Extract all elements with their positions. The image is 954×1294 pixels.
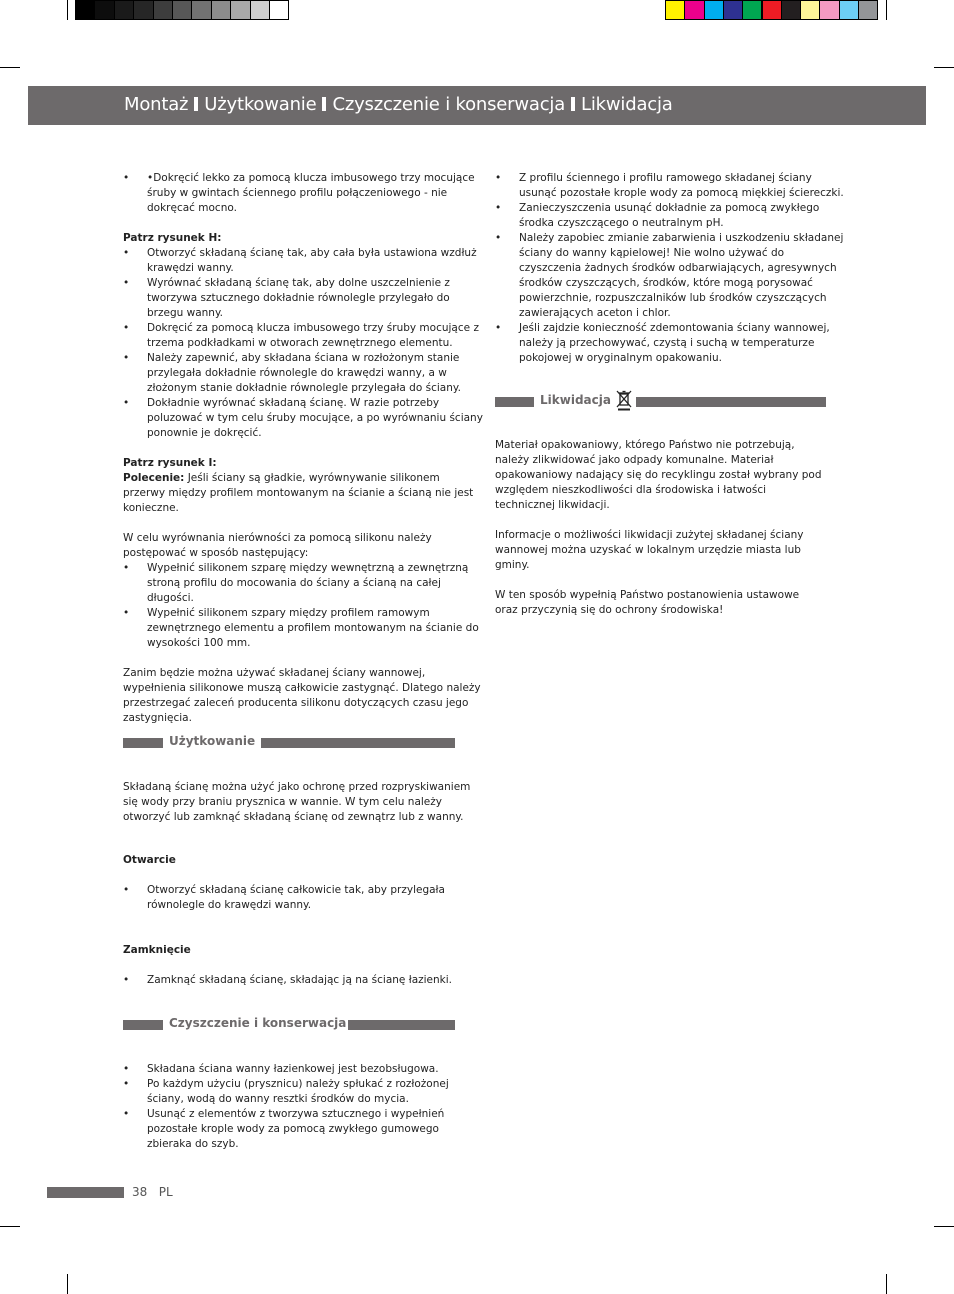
footer-bar (47, 1187, 124, 1198)
calibration-swatch (230, 0, 250, 20)
heading-label: Likwidacja (540, 393, 611, 407)
note-paragraph (123, 471, 483, 516)
closing-section (123, 943, 483, 988)
calibration-swatch (723, 0, 743, 20)
heading-label: Użytkowanie (169, 734, 256, 748)
heading-bar (123, 1020, 163, 1030)
calibration-swatch (781, 0, 801, 20)
paragraph: W celu wyrównania nierówności za pomocą silikonu należy postępować w sposób następujący: (123, 532, 432, 559)
calibration-swatch (858, 0, 878, 20)
heading-bar (495, 397, 534, 407)
calibration-swatch (819, 0, 839, 20)
disposal-section (495, 438, 825, 618)
title-part-uzytkowanie: Użytkowanie (204, 94, 317, 115)
crop-mark (0, 1226, 20, 1227)
subheading-figure-i: Patrz rysunek I: (123, 457, 217, 469)
crop-mark (67, 1274, 68, 1294)
list-item: • Wyrównać składaną ścianę tak, aby dolne uszczelnienie z tworzywa sztucznego dokładnie równolegle przylegało do brzegu wanny. (123, 276, 483, 321)
calibration-swatch (211, 0, 231, 20)
paragraph: Materiał opakowaniowy, którego Państwo nie potrzebują, należy zlikwidować jako odpady komunalne. Materiał opakowaniowy nadający się do recyklingu został wybrany pod względem nieszkodliwości dla środowiska i łatwości technicznej likwidacji. (495, 439, 822, 511)
calibration-swatch (250, 0, 270, 20)
list-item: • Jeśli zajdzie konieczność zdemontowania ściany wannowej, należy ją przechowywać, czystą i suchą w temperaturze pokojowej w oryginalnym opakowaniu. (495, 321, 847, 366)
paragraph: Informacje o możliwości likwidacji zużytej składanej ściany wannowej można uzyskać w lokalnym urzędzie miasta lub gminy. (495, 529, 804, 571)
opening-section (123, 853, 483, 913)
calibration-swatch (762, 0, 782, 20)
list-item: • Wypełnić silikonem szparę między wewnętrzną a zewnętrzną stroną profilu do mocowania do ściany a ścianą na całej długości. (123, 561, 483, 606)
subheading-opening: Otwarcie (123, 854, 176, 866)
heading-bar (123, 738, 163, 748)
crop-mark (934, 1226, 954, 1227)
paragraph: Zanim będzie można używać składanej ściany wannowej, wypełnienia silikonowe muszą całkowicie zastygnąć. Dlatego należy przestrzegać zaleceń producenta silikonu dotyczących czasu jego zastygnięcia. (123, 667, 481, 724)
section-heading-czyszczenie (123, 1018, 455, 1031)
heading-bar (348, 1020, 455, 1030)
calibration-swatch (75, 0, 95, 20)
crop-mark (0, 67, 20, 68)
crop-mark (886, 0, 887, 20)
list-item: • Usunąć z elementów z tworzywa sztucznego i wypełnień pozostałe krople wody za pomocą zwykłego gumowego zbieraka do szyb. (123, 1107, 483, 1152)
calibration-swatch (269, 0, 289, 20)
crop-mark (67, 0, 68, 20)
subheading-closing: Zamknięcie (123, 944, 191, 956)
calibration-swatch (172, 0, 192, 20)
calibration-swatch (94, 0, 114, 20)
list-item: • Składana ściana wanny łazienkowej jest bezobsługowa. (123, 1062, 483, 1077)
usage-section (123, 780, 483, 825)
page-number-value: 38 (132, 1185, 148, 1199)
list-item: • Zanieczyszczenia usunąć dokładnie za pomocą zwykłego środka czyszczącego o neutralnym pH. (495, 201, 847, 231)
calibration-swatch (742, 0, 762, 20)
calibration-swatch (684, 0, 704, 20)
list-item: • Dokładnie wyrównać składaną ścianę. W razie potrzeby poluzować w tym celu śruby mocujące, a po wyrównaniu ściany ponownie je dokręcić. (123, 396, 483, 441)
list-item: • Otworzyć składaną ścianę tak, aby cała była ustawiona wzdłuż krawędzi wanny. (123, 246, 483, 276)
list-item: • Otworzyć składaną ścianę całkowicie tak, aby przylegała równolegle do krawędzi wanny. (123, 883, 483, 913)
page-title (124, 94, 673, 115)
subheading-figure-h: Patrz rysunek H: (123, 232, 222, 244)
heading-label: Czyszczenie i konserwacja (169, 1016, 347, 1030)
language-code: PL (158, 1185, 173, 1199)
crossed-bin-icon (616, 389, 632, 411)
calibration-swatch (665, 0, 685, 20)
note-label: Polecenie: (123, 472, 185, 484)
section-header-bar (28, 86, 926, 125)
section-heading-likwidacja (495, 395, 826, 408)
list-item: • Po każdym użyciu (prysznicu) należy spłukać z rozłożonej ściany, wodą do wanny resztki środków do mycia. (123, 1077, 483, 1107)
page-number (132, 1185, 173, 1199)
section-heading-uzytkowanie (123, 736, 455, 749)
list-item: • Należy zapobiec zmianie zabarwienia i uszkodzeniu składanej ściany do wanny kąpielowej! Nie wolno używać do czyszczenia żadnych środków odbarwiających, agresywnych środków czyszczących, środków, które mogą porysować powierzchnie, rozpuszczalników lub środków czyszczących zawierających aceton i chlor. (495, 231, 847, 321)
calibration-swatch (153, 0, 173, 20)
note-text: Jeśli ściany są gładkie, wyrównywanie silikonem przerwy między profilem montowanym na ścianie a ścianą nie jest konieczne. (123, 472, 474, 514)
title-part-likwidacja: Likwidacja (581, 94, 673, 115)
calibration-swatch (704, 0, 724, 20)
list-item: • Dokręcić za pomocą klucza imbusowego trzy śruby mocujące z trzema podkładkami w otworach zewnętrznego elementu. (123, 321, 483, 351)
list-item: • •Dokręcić lekko za pomocą klucza imbusowego trzy mocujące śruby w gwintach ściennego profilu połączeniowego - nie dokręcać mocno. (123, 171, 483, 216)
title-separator (194, 97, 198, 111)
left-column (123, 171, 483, 726)
paragraph: W ten sposób wypełnią Państwo postanowienia ustawowe oraz przyczynią się do ochrony środowiska! (495, 589, 800, 616)
cleaning-section-right (495, 171, 847, 366)
list-item: • Zamknąć składaną ścianę, składając ją na ścianę łazienki. (123, 973, 483, 988)
calibration-swatch (191, 0, 211, 20)
list-item: • Wypełnić silikonem szpary między profilem ramowym zewnętrznego elementu a profilem montowanym na ścianie do wysokości 100 mm. (123, 606, 483, 651)
calibration-swatch (800, 0, 820, 20)
calibration-swatch (839, 0, 859, 20)
crop-mark (886, 1274, 887, 1294)
paragraph: Składaną ścianę można użyć jako ochronę przed rozpryskiwaniem się wody przy braniu prysznica w wannie. W tym celu należy otworzyć lub zamknąć składaną ścianę od zewnątrz lub z wanny. (123, 781, 471, 823)
title-part-montaz: Montaż (124, 94, 189, 115)
heading-bar (636, 397, 826, 407)
cleaning-section-left (123, 1062, 483, 1152)
list-item: • Z profilu ściennego i profilu ramowego składanej ściany usunąć pozostałe krople wody za pomocą miękkiej ściereczki. (495, 171, 847, 201)
title-separator (322, 97, 326, 111)
title-separator (571, 97, 575, 111)
calibration-swatch (133, 0, 153, 20)
crop-mark (934, 67, 954, 68)
list-item: • Należy zapewnić, aby składana ściana w rozłożonym stanie przylegała dokładnie równolegle do krawędzi wanny, a w złożonym stanie dokładnie równolegle przylegała do ściany. (123, 351, 483, 396)
calibration-swatch (114, 0, 134, 20)
title-part-czyszczenie: Czyszczenie i konserwacja (332, 94, 566, 115)
heading-bar (261, 738, 455, 748)
